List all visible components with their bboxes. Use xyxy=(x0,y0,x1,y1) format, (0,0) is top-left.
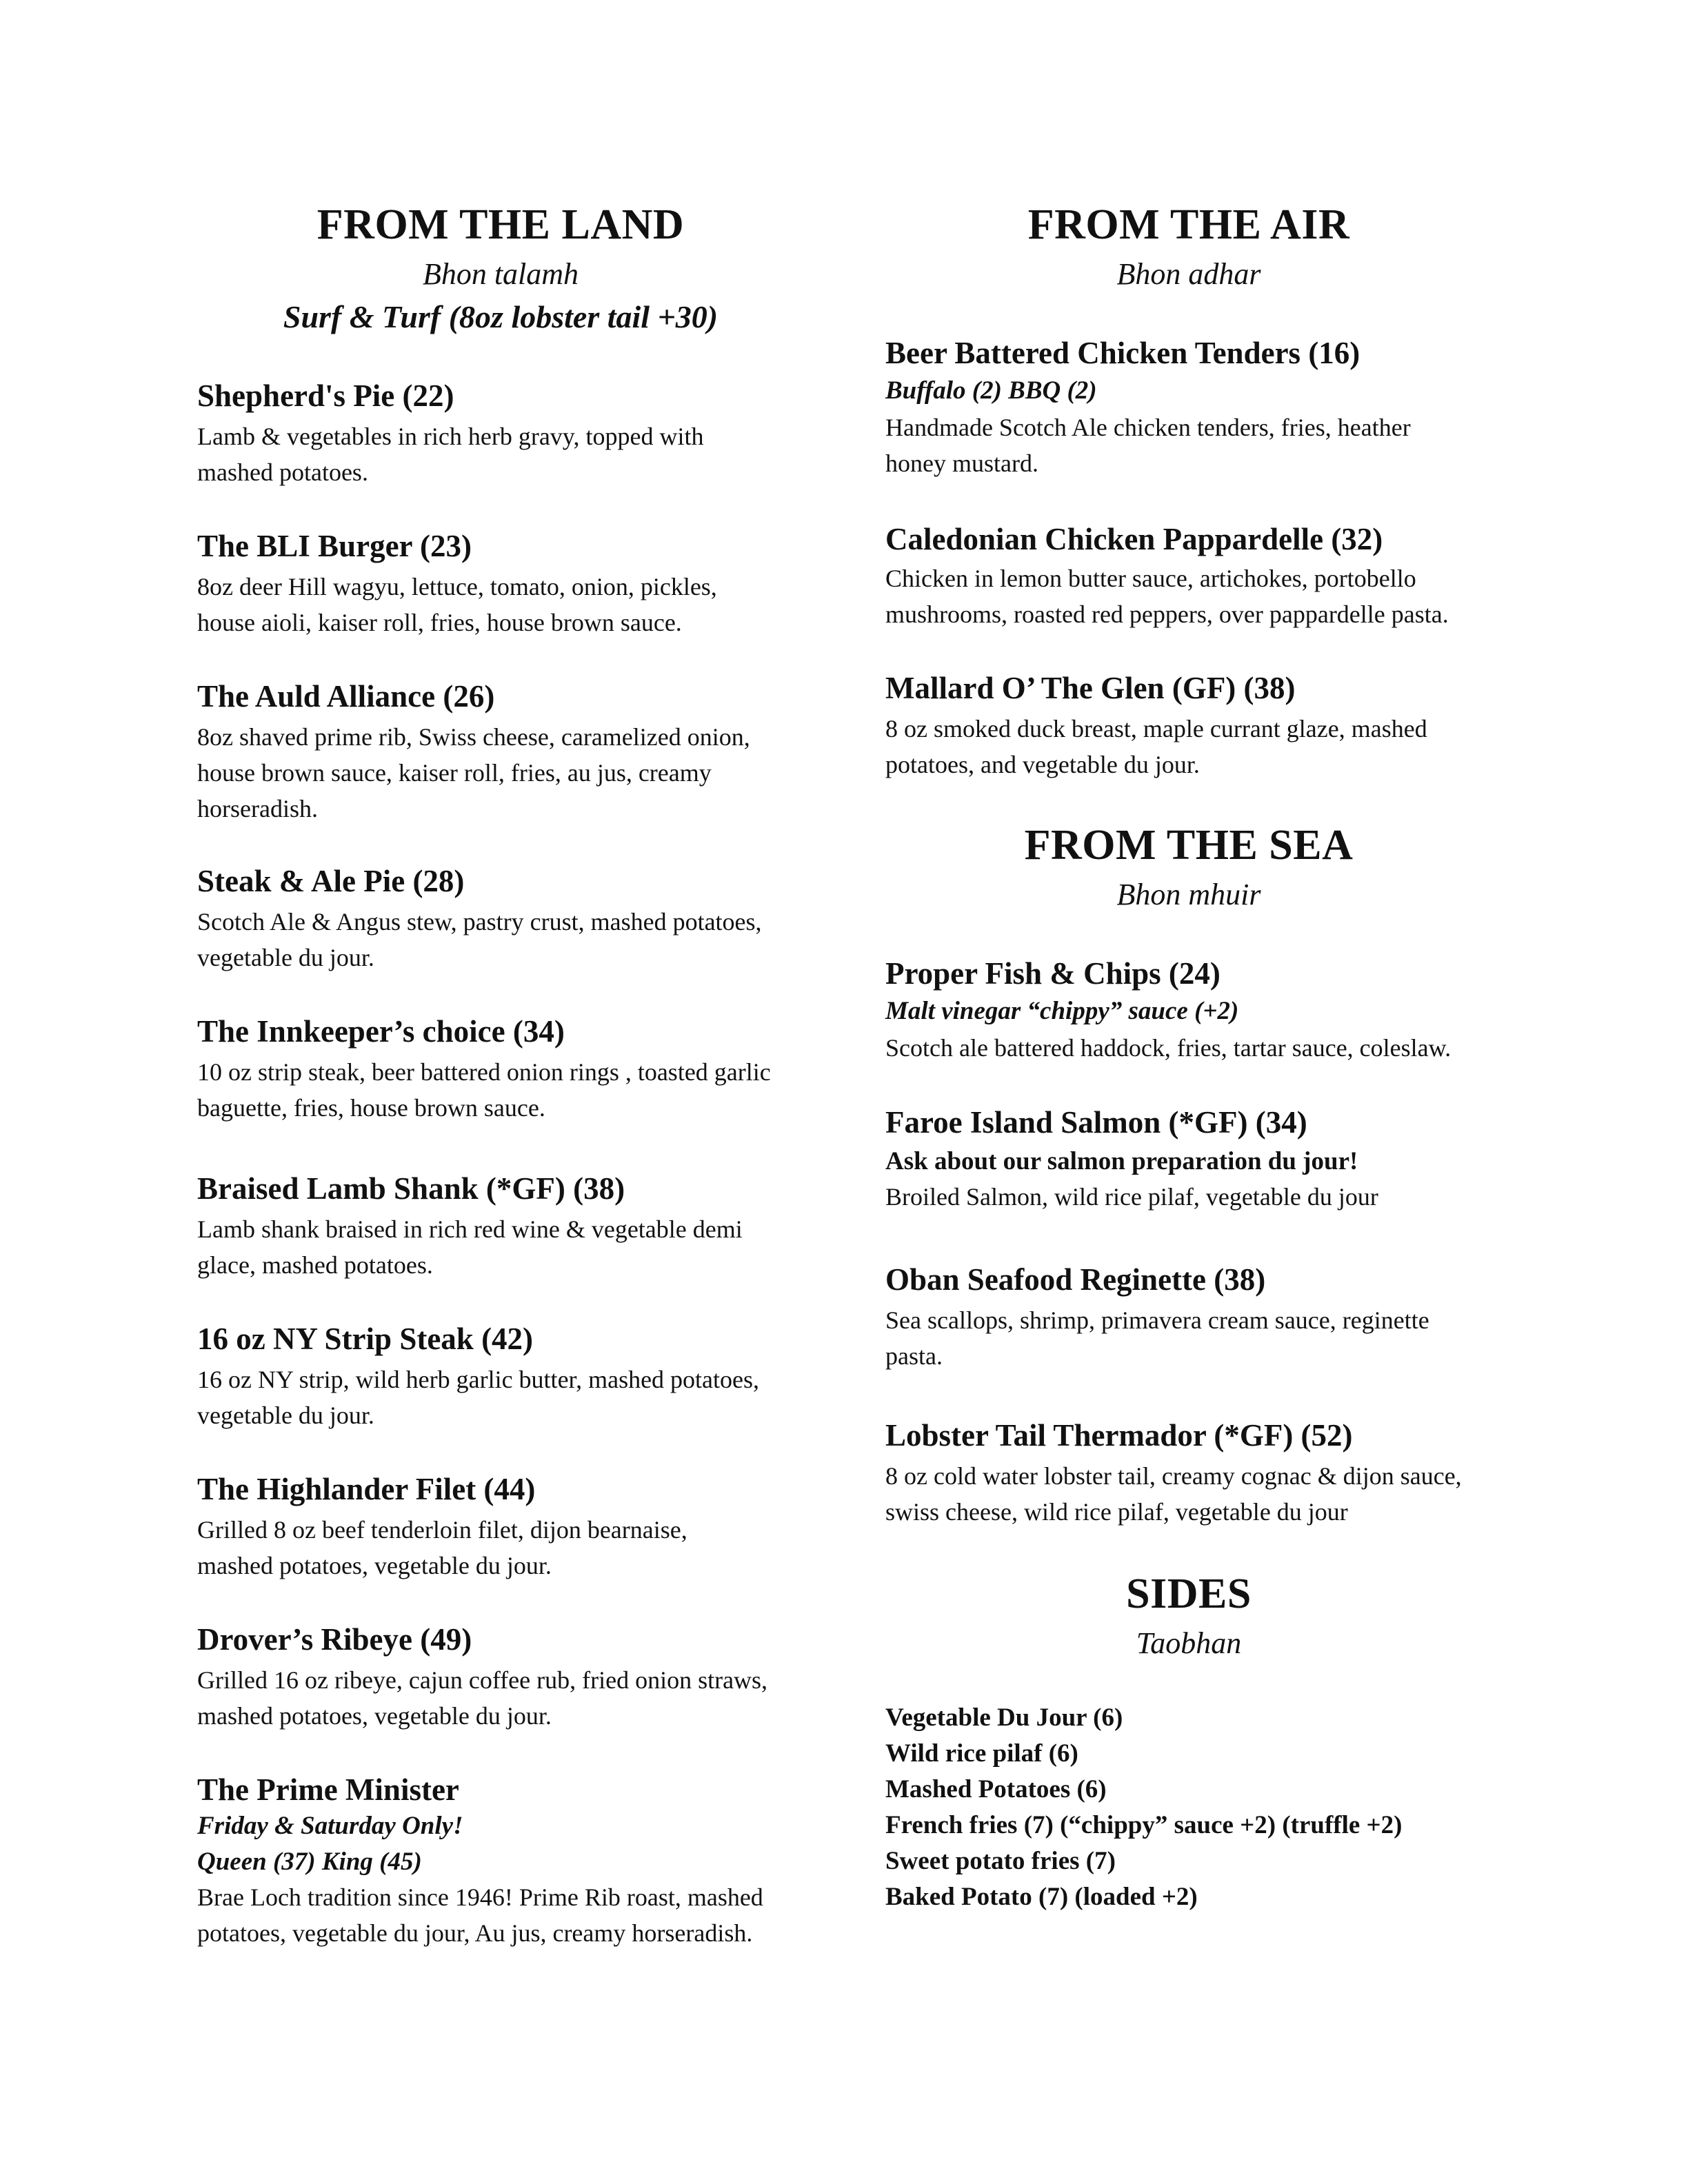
item-name: Braised Lamb Shank (*GF) (38) xyxy=(197,1171,625,1206)
item-note: Queen (37) King (45) xyxy=(197,1848,422,1876)
surf-and-turf-note: Surf & Turf (8oz lobster tail +30) xyxy=(283,299,719,334)
item-desc-line: potatoes, and vegetable du jour. xyxy=(885,751,1200,778)
item-note: Ask about our salmon preparation du jour! xyxy=(885,1147,1358,1175)
item-desc-line: honey mustard. xyxy=(885,449,1038,477)
item-desc-line: swiss cheese, wild rice pilaf, vegetable du jour xyxy=(885,1498,1348,1526)
item-name: Shepherd's Pie (22) xyxy=(197,378,454,413)
air-title: FROM THE AIR xyxy=(1027,201,1350,248)
item-desc-line: vegetable du jour. xyxy=(197,944,374,971)
item-name: Proper Fish & Chips (24) xyxy=(885,956,1220,991)
sea-subtitle: Bhon mhuir xyxy=(1116,878,1261,911)
item-desc-line: pasta. xyxy=(885,1342,943,1370)
item-desc-line: potatoes, vegetable du jour, Au jus, creamy horseradish. xyxy=(197,1919,753,1947)
item-desc-line: Grilled 8 oz beef tenderloin filet, dijon bearnaise, xyxy=(197,1516,687,1544)
land-subtitle: Bhon talamh xyxy=(422,257,579,291)
item-name: Faroe Island Salmon (*GF) (34) xyxy=(885,1105,1307,1140)
item-name: Drover’s Ribeye (49) xyxy=(197,1622,472,1657)
item-desc-line: Lamb shank braised in rich red wine & vegetable demi xyxy=(197,1215,743,1243)
item-desc-line: Scotch ale battered haddock, fries, tartar sauce, coleslaw. xyxy=(885,1034,1451,1062)
item-name: Caledonian Chicken Pappardelle (32) xyxy=(885,522,1383,556)
side-item: Wild rice pilaf (6) xyxy=(885,1739,1078,1768)
item-note: Malt vinegar “chippy” sauce (+2) xyxy=(885,997,1239,1025)
item-name: Steak & Ale Pie (28) xyxy=(197,864,465,898)
sides-title: SIDES xyxy=(1126,1570,1252,1617)
item-name: The Highlander Filet (44) xyxy=(197,1472,536,1506)
item-desc-line: glace, mashed potatoes. xyxy=(197,1251,433,1279)
item-desc-line: 8 oz smoked duck breast, maple currant glaze, mashed xyxy=(885,715,1427,742)
item-desc-line: house aioli, kaiser roll, fries, house brown sauce. xyxy=(197,609,682,636)
item-desc-line: mashed potatoes. xyxy=(197,458,368,486)
side-item: Vegetable Du Jour (6) xyxy=(885,1703,1123,1732)
item-desc-line: mushrooms, roasted red peppers, over pappardelle pasta. xyxy=(885,600,1449,628)
item-name: Oban Seafood Reginette (38) xyxy=(885,1262,1266,1297)
item-name: The BLI Burger (23) xyxy=(197,529,472,563)
item-name: The Prime Minister xyxy=(197,1772,459,1807)
item-name: 16 oz NY Strip Steak (42) xyxy=(197,1322,534,1356)
side-item: French fries (7) (“chippy” sauce +2) (truffle +2) xyxy=(885,1811,1403,1839)
item-desc-line: 8oz deer Hill wagyu, lettuce, tomato, onion, pickles, xyxy=(197,573,717,600)
item-desc-line: Handmade Scotch Ale chicken tenders, fries, heather xyxy=(885,414,1411,441)
item-desc-line: house brown sauce, kaiser roll, fries, au jus, creamy xyxy=(197,759,712,787)
land-title: FROM THE LAND xyxy=(316,201,685,248)
item-name: Lobster Tail Thermador (*GF) (52) xyxy=(885,1418,1353,1453)
item-note: Friday & Saturday Only! xyxy=(197,1812,463,1840)
item-desc-line: Brae Loch tradition since 1946! Prime Rib roast, mashed xyxy=(197,1883,763,1911)
item-name: Mallard O’ The Glen (GF) (38) xyxy=(885,671,1296,705)
item-desc-line: baguette, fries, house brown sauce. xyxy=(197,1094,545,1122)
item-desc-line: Broiled Salmon, wild rice pilaf, vegetable du jour xyxy=(885,1183,1378,1211)
item-desc-line: 8oz shaved prime rib, Swiss cheese, caramelized onion, xyxy=(197,723,750,751)
item-name: The Innkeeper’s choice (34) xyxy=(197,1014,565,1049)
sides-subtitle: Taobhan xyxy=(1136,1626,1242,1660)
side-item: Baked Potato (7) (loaded +2) xyxy=(885,1883,1198,1911)
item-desc-line: Scotch Ale & Angus stew, pastry crust, mashed potatoes, xyxy=(197,908,762,936)
air-subtitle: Bhon adhar xyxy=(1116,257,1261,291)
item-desc-line: 8 oz cold water lobster tail, creamy cognac & dijon sauce, xyxy=(885,1462,1462,1490)
item-desc-line: mashed potatoes, vegetable du jour. xyxy=(197,1552,552,1579)
side-item: Mashed Potatoes (6) xyxy=(885,1775,1107,1803)
item-name: The Auld Alliance (26) xyxy=(197,679,495,714)
side-item: Sweet potato fries (7) xyxy=(885,1847,1116,1875)
item-note: Buffalo (2) BBQ (2) xyxy=(885,376,1097,405)
item-desc-line: Grilled 16 oz ribeye, cajun coffee rub, fried onion straws, xyxy=(197,1666,768,1694)
item-name: Beer Battered Chicken Tenders (16) xyxy=(885,336,1360,370)
item-desc-line: 16 oz NY strip, wild herb garlic butter, mashed potatoes, xyxy=(197,1366,760,1393)
item-desc-line: Sea scallops, shrimp, primavera cream sauce, reginette xyxy=(885,1306,1429,1334)
item-desc-line: vegetable du jour. xyxy=(197,1402,374,1429)
item-desc-line: mashed potatoes, vegetable du jour. xyxy=(197,1702,552,1730)
item-desc-line: Lamb & vegetables in rich herb gravy, topped with xyxy=(197,423,704,450)
sea-title: FROM THE SEA xyxy=(1024,822,1354,869)
item-desc-line: horseradish. xyxy=(197,795,318,822)
item-desc-line: 10 oz strip steak, beer battered onion rings , toasted garlic xyxy=(197,1058,771,1086)
item-desc-line: Chicken in lemon butter sauce, artichokes, portobello xyxy=(885,565,1416,592)
